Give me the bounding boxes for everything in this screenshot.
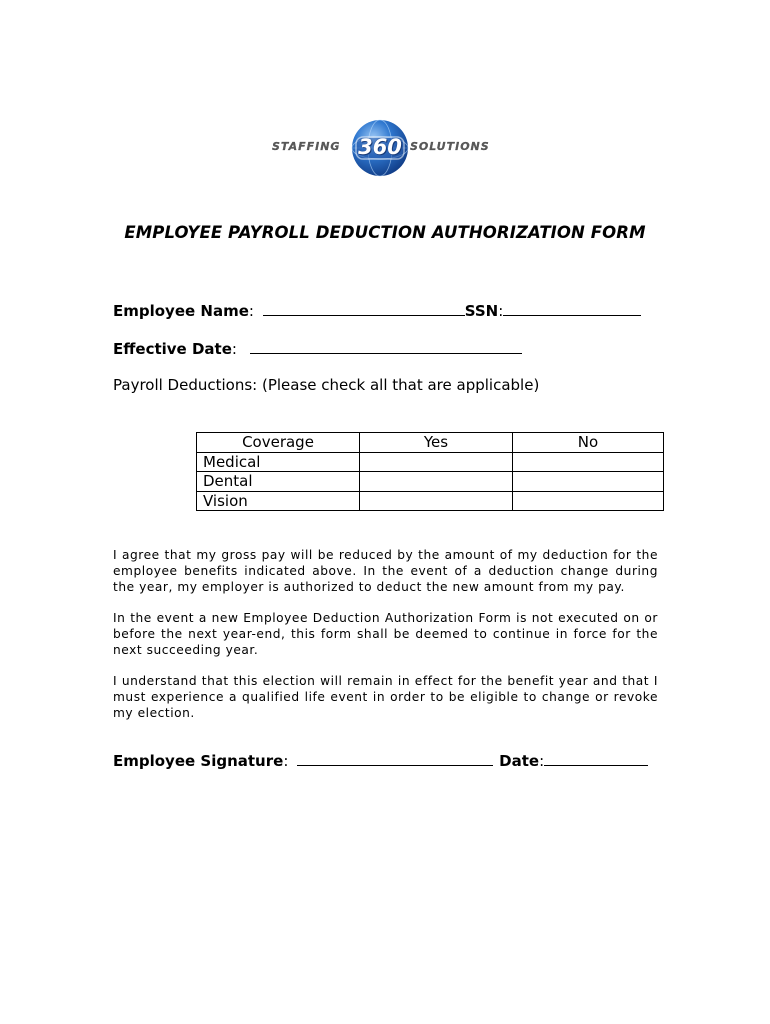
logo-word-staffing: STAFFING [272, 140, 341, 153]
coverage-vision: Vision [197, 491, 360, 511]
ssn-field[interactable] [503, 301, 641, 316]
table-row [197, 472, 664, 492]
signature-date-label: Date [499, 752, 540, 770]
employee-signature-field[interactable] [297, 751, 493, 766]
vision-yes-cell[interactable] [360, 491, 513, 511]
ssn-label: SSN [464, 302, 499, 320]
colon: : [539, 752, 545, 770]
continuation-paragraph: In the event a new Employee Deduction Authorization Form is not executed on or before the next year-end, this form shall be deemed to continue in force for the next succeeding year. [113, 611, 658, 657]
form-title: EMPLOYEE PAYROLL DEDUCTION AUTHORIZATION FORM [124, 223, 646, 242]
effective-date-field[interactable] [250, 339, 522, 354]
coverage-medical: Medical [197, 452, 360, 472]
employee-name-label: Employee Name [113, 302, 249, 320]
signature-row [113, 751, 648, 770]
dental-no-cell[interactable] [513, 472, 664, 492]
employee-name-ssn-row [113, 301, 641, 320]
coverage-dental: Dental [197, 472, 360, 492]
effective-date-label: Effective Date [113, 340, 232, 358]
agreement-paragraph: I agree that my gross pay will be reduced by the amount of my deduction for the employee benefits indicated above. In the event of a deduction change during the year, my employer is authorized to deduct the new amount from my pay. [113, 548, 658, 594]
table-row [197, 491, 664, 511]
header-no: No [513, 433, 664, 453]
logo-number-360: 360 [358, 135, 402, 159]
election-paragraph: I understand that this election will remain in effect for the benefit year and that I must experience a qualified life event in order to be eligible to change or revoke my election. [113, 674, 658, 720]
dental-yes-cell[interactable] [360, 472, 513, 492]
effective-date-row [113, 339, 522, 358]
header-coverage: Coverage [197, 433, 360, 453]
medical-no-cell[interactable] [513, 452, 664, 472]
table-header-row [197, 433, 664, 453]
logo-word-solutions: SOLUTIONS [410, 140, 490, 153]
colon: : [498, 302, 504, 320]
colon: : [231, 340, 237, 358]
vision-no-cell[interactable] [513, 491, 664, 511]
colon: : [283, 752, 289, 770]
employee-name-field[interactable] [263, 301, 465, 316]
medical-yes-cell[interactable] [360, 452, 513, 472]
payroll-deductions-intro: Payroll Deductions: (Please check all that are applicable) [113, 376, 540, 394]
deductions-table [196, 432, 664, 511]
signature-date-field[interactable] [544, 751, 648, 766]
colon: : [248, 302, 254, 320]
employee-signature-label: Employee Signature [113, 752, 284, 770]
header-yes: Yes [360, 433, 513, 453]
table-row [197, 452, 664, 472]
company-logo [272, 118, 498, 180]
